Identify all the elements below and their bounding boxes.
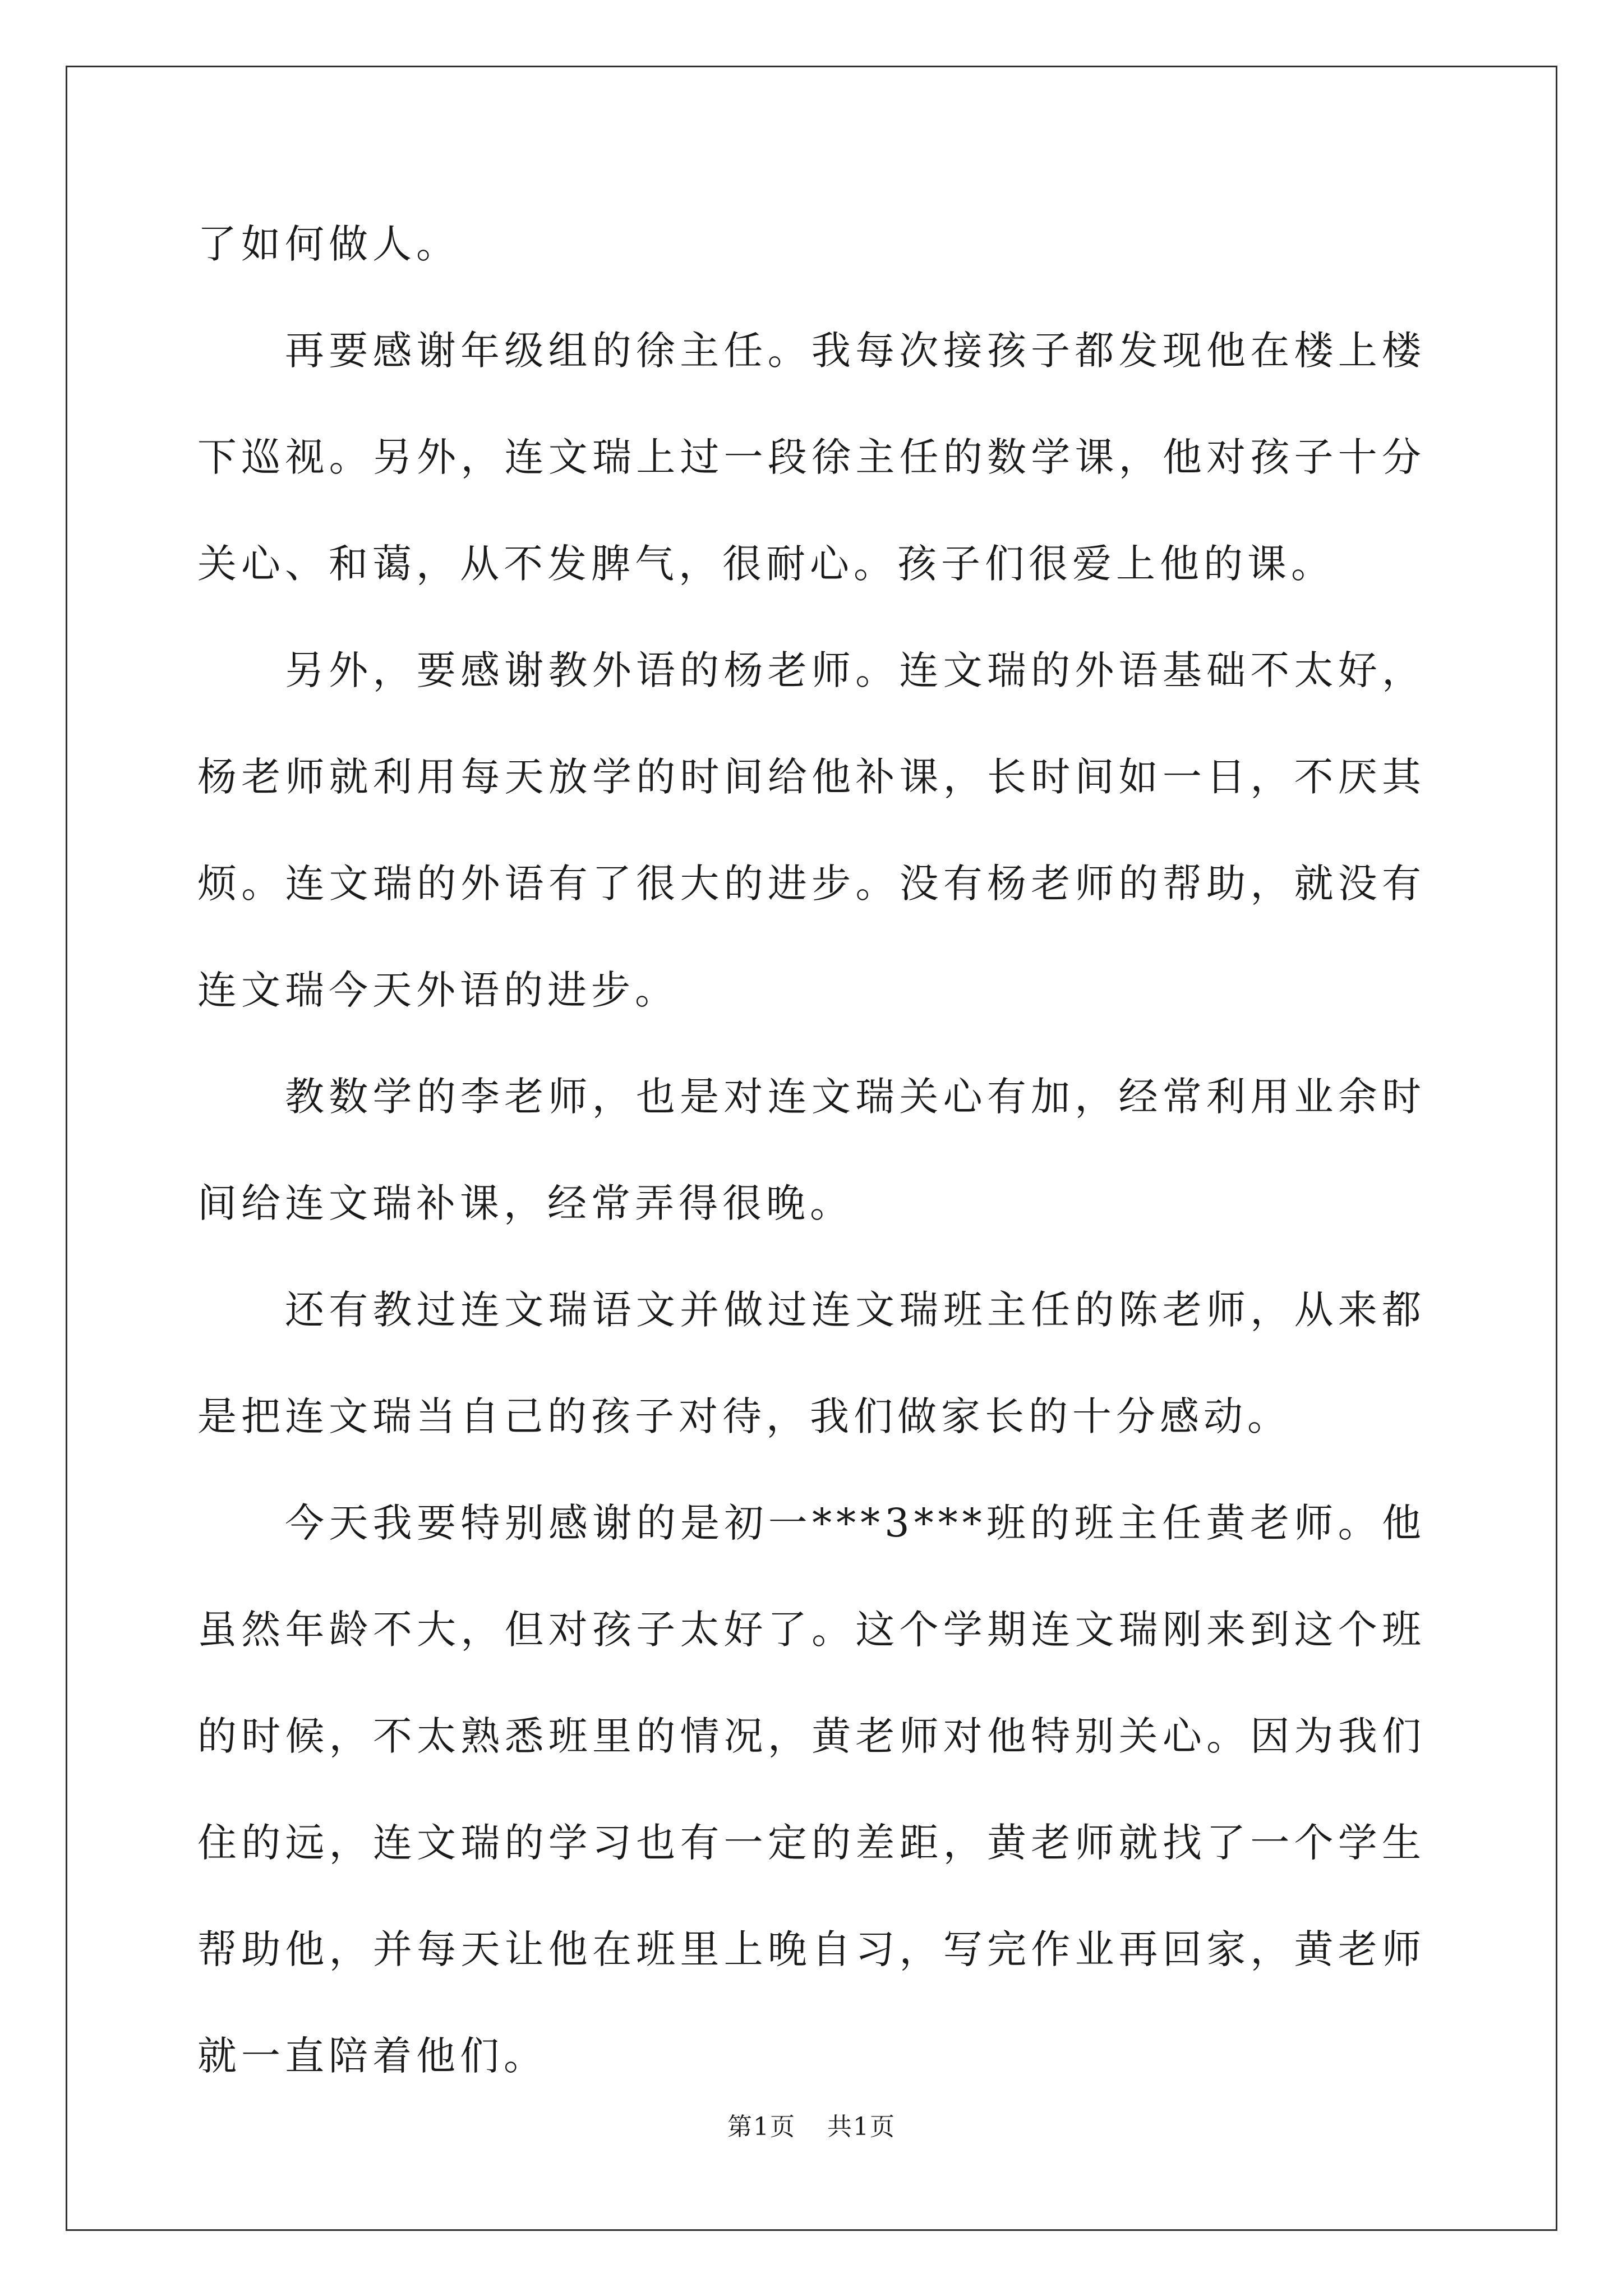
page-footer: [0, 2106, 1623, 2142]
paragraph-6: 今天我要特别感谢的是初一***3***班的班主任黄老师。他虽然年龄不大，但对孩子太好了。这个学期连文瑞刚来到这个班的时候，不太熟悉班里的情况，黄老师对他特别关心。因为我们住的远，连文瑞的学习也有一定的差距，黄老师就找了一个学生帮助他，并每天让他在班里上晚自习，写完作业再回家，黄老师就一直陪着他们。: [197, 1500, 1426, 2079]
page-number: 第1页: [727, 2113, 796, 2141]
paragraph-1: 了如何做人。: [197, 221, 460, 267]
paragraph-5: 还有教过连文瑞语文并做过连文瑞班主任的陈老师，从来都是把连文瑞当自己的孩子对待，我们做家长的十分感动。: [197, 1287, 1426, 1439]
paragraph-2: 再要感谢年级组的徐主任。我每次接孩子都发现他在楼上楼下巡视。另外，连文瑞上过一段徐主任的数学课，他对孩子十分关心、和蔼，从不发脾气，很耐心。孩子们很爱上他的课。: [197, 328, 1426, 587]
document-body: [197, 191, 1426, 2109]
paragraph-3: 另外，要感谢教外语的杨老师。连文瑞的外语基础不太好，杨老师就利用每天放学的时间给他补课，长时间如一日，不厌其烦。连文瑞的外语有了很大的进步。没有杨老师的帮助，就没有连文瑞今天外语的进步。: [197, 647, 1426, 1013]
page-total: 共1页: [827, 2113, 896, 2141]
paragraph-4: 教数学的李老师，也是对连文瑞关心有加，经常利用业余时间给连文瑞补课，经常弄得很晚。: [197, 1074, 1426, 1226]
